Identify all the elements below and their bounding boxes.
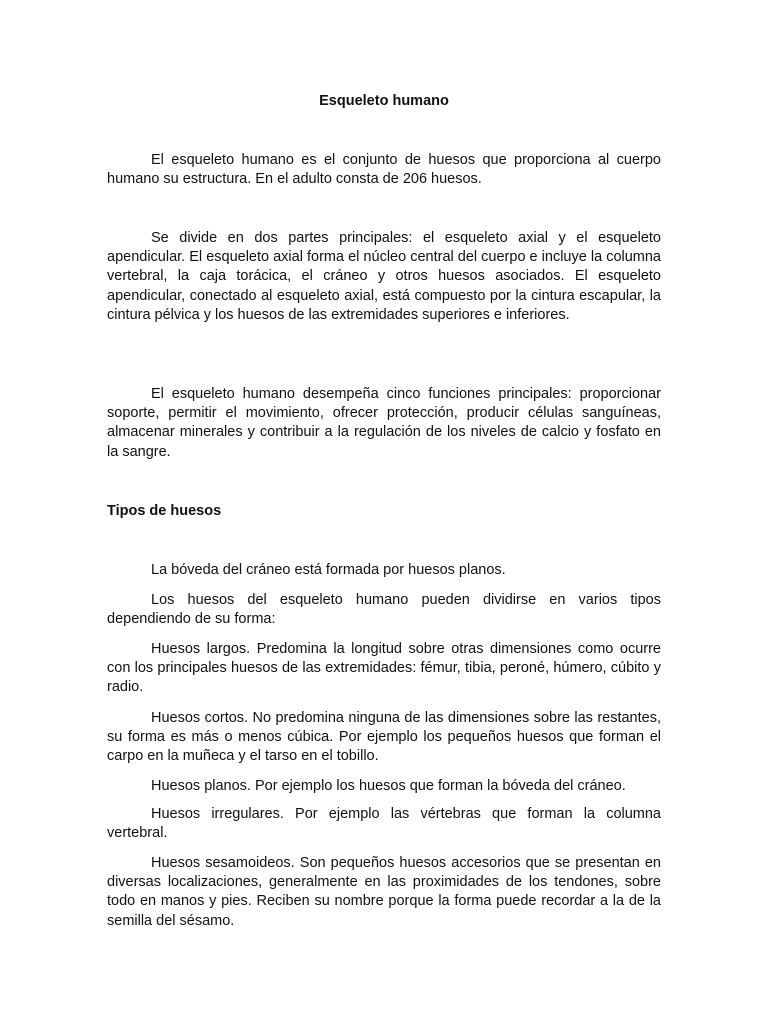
document-title: Esqueleto humano bbox=[319, 93, 449, 109]
paragraph-huesos-cortos: Huesos cortos. No predomina ninguna de las dimensiones sobre las restantes, su forma es más o menos cúbica. Por ejemplo los pequeños huesos que forman el carpo en la muñeca y el tarso en el tobillo. bbox=[107, 710, 661, 765]
paragraph-functions: El esqueleto humano desempeña cinco funciones principales: proporcionar soporte, permitir el movimiento, ofrecer protección, producir células sanguíneas, almacenar minerales y contribuir a la regulación de los niveles de calcio y fosfato en la sangre. bbox=[107, 386, 661, 460]
paragraph-intro: El esqueleto humano es el conjunto de huesos que proporciona al cuerpo humano su estructura. En el adulto consta de 206 huesos. bbox=[107, 152, 661, 188]
paragraph-boveda: La bóveda del cráneo está formada por huesos planos. bbox=[151, 562, 506, 578]
section-heading-tipos: Tipos de huesos bbox=[107, 503, 222, 519]
paragraph-huesos-irregulares: Huesos irregulares. Por ejemplo las vértebras que forman la columna vertebral. bbox=[107, 806, 661, 842]
paragraph-tipos-intro: Los huesos del esqueleto humano pueden dividirse en varios tipos dependiendo de su forma: bbox=[107, 592, 661, 628]
paragraph-huesos-planos: Huesos planos. Por ejemplo los huesos que forman la bóveda del cráneo. bbox=[151, 778, 626, 794]
paragraph-divisions: Se divide en dos partes principales: el esqueleto axial y el esqueleto apendicular. El esqueleto axial forma el núcleo central del cuerpo e incluye la columna vertebral, la caja torácica, el cráneo y otros huesos asociados. El esqueleto apendicular, conectado al esqueleto axial, está compuesto por la cintura escapular, la cintura pélvica y los huesos de las extremidades superiores e inferiores. bbox=[107, 230, 661, 323]
paragraph-huesos-sesamoideos: Huesos sesamoideos. Son pequeños huesos accesorios que se presentan en diversas localizaciones, generalmente en las proximidades de los tendones, sobre todo en manos y pies. Reciben su nombre porque la forma puede recordar a la de la semilla del sésamo. bbox=[107, 855, 661, 929]
paragraph-huesos-largos: Huesos largos. Predomina la longitud sobre otras dimensiones como ocurre con los principales huesos de las extremidades: fémur, tibia, peroné, húmero, cúbito y radio. bbox=[107, 641, 661, 696]
